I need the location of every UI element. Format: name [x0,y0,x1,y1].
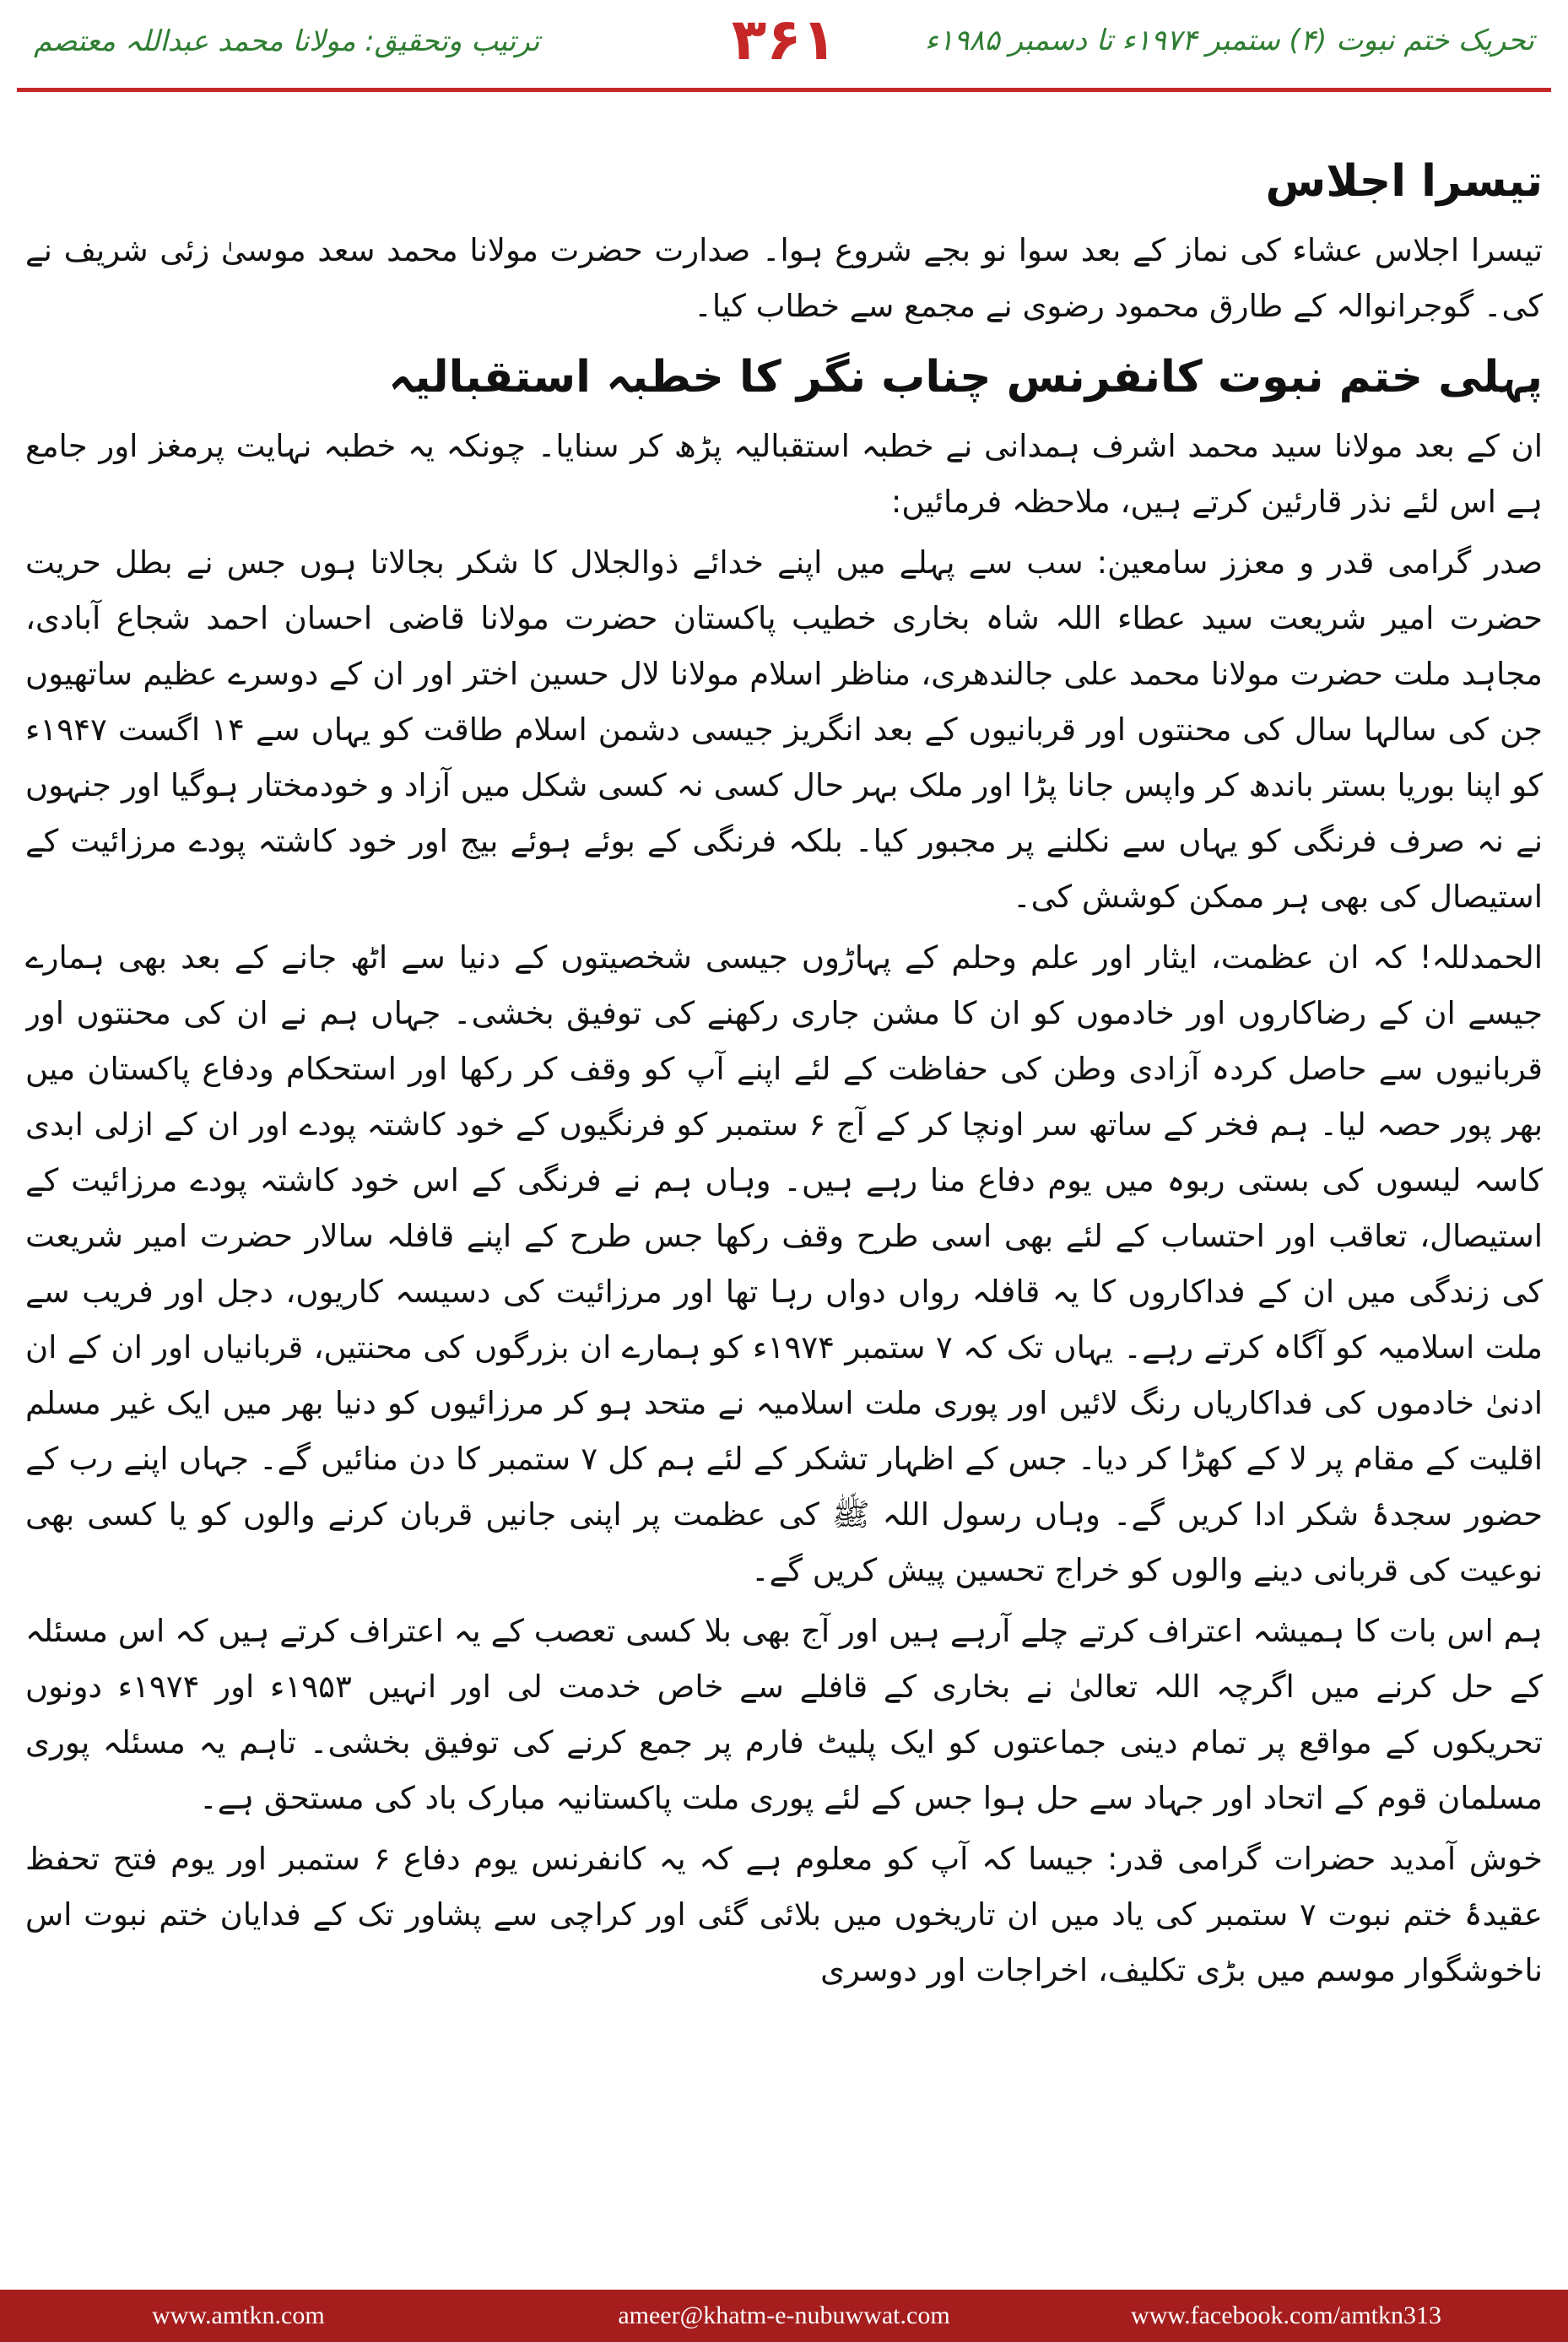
paragraph: صدر گرامی قدر و معزز سامعین: سب سے پہلے میں اپنے خدائے ذوالجلال کا شکر بجالاتا ہوں جس نے بطل حریت حضرت امیر شریعت سید عطاء اللہ شاہ بخاری خطیب پاکستان حضرت مولانا قاضی احسان احمد شجاع آبادی، مجاہد ملت حضرت مولانا محمد علی جالندھری، مناظر اسلام مولانا لال حسین اختر اور ان کے دوسرے عظیم ساتھیوں جن کی سالہا سال کی محنتوں اور قربانیوں کے بعد انگریز جیسی دشمن اسلام طاقت کو یہاں سے ۱۴ اگست ۱۹۴۷ء کو اپنا بوریا بستر باندھ کر واپس جانا پڑا اور ملک بہر حال کسی نہ کسی شکل میں آزاد و خودمختار ہوگیا اور جنہوں نے نہ صرف فرنگی کو یہاں سے نکلنے پر مجبور کیا۔ بلکہ فرنگی کے بوئے ہوئے بیج اور خود کاشتہ پودے مرزائیت کے استیصال کی بھی ہر ممکن کوشش کی۔ [25,544,1543,915]
section-heading-welcome-address: پہلی ختم نبوت کانفرنس چناب نگر کا خطبہ استقبالیہ [388,352,1543,403]
footer-email-link[interactable]: ameer@khatm-e-nubuwwat.com [618,2301,950,2329]
header-book-title: تحریک ختم نبوت (۴) ستمبر ۱۹۷۴ء تا دسمبر ۱۹۸۵ء [924,24,1534,57]
paragraph: خوش آمدید حضرات گرامی قدر: جیسا کہ آپ کو معلوم ہے کہ یہ کانفرنس یوم دفاع ۶ ستمبر اور یوم فتح تحفظ عقیدۂ ختم نبوت ۷ ستمبر کی یاد میں ان تاریخوں میں بلائی گئی اور کراچی سے پشاور تک کے فدایان ختم نبوت اس ناخوشگوار موسم میں بڑی تکلیف، اخراجات اور دوسری [25,1841,1543,1988]
page-number: ۳۶۱ [731,7,837,73]
header-divider [17,88,1551,92]
page-body [25,143,1543,2279]
header-compiler: ترتیب وتحقیق: مولانا محمد عبداللہ معتصم [34,24,540,58]
paragraph: ہم اس بات کا ہمیشہ اعتراف کرتے چلے آرہے ہیں اور آج بھی بلا کسی تعصب کے یہ اعتراف کرتے ہیں کہ اس مسئلہ کے حل کرنے میں اگرچہ اللہ تعالیٰ نے بخاری کے قافلے سے خاص خدمت لی اور انہیں ۱۹۵۳ء اور ۱۹۷۴ء دونوں تحریکوں کے مواقع پر تمام دینی جماعتوں کو ایک پلیٹ فارم پر جمع کرنے کی توفیق بخشی۔ تاہم یہ مسئلہ پوری مسلمان قوم کے اتحاد اور جہاد سے حل ہوا جس کے لئے پوری ملت پاکستانیہ مبارک باد کی مستحق ہے۔ [25,1613,1543,1816]
footer-website-link[interactable]: www.amtkn.com [152,2301,325,2329]
page-header [0,0,1568,101]
footer-facebook-link[interactable]: www.facebook.com/amtkn313 [1131,2301,1441,2329]
paragraph: الحمدللہ! کہ ان عظمت، ایثار اور علم وحلم کے پہاڑوں جیسی شخصیتوں کے دنیا سے اٹھ جانے کے بعد بھی ہمارے جیسے ان کے رضاکاروں اور خادموں کو ان کا مشن جاری رکھنے کی توفیق بخشی۔ جہاں ہم نے ان کی محنتوں اور قربانیوں سے حاصل کردہ آزادی وطن کی حفاظت کے لئے اپنے آپ کو وقف کر رکھا اور استحکام ودفاع پاکستان میں بھر پور حصہ لیا۔ ہم فخر کے ساتھ سر اونچا کر کے آج ۶ ستمبر کو فرنگیوں کے خود کاشتہ پودے اور ان کے ازلی ابدی کاسہ لیسوں کی بستی ربوہ میں یوم دفاع منا رہے ہیں۔ وہاں ہم نے فرنگی کے اس خود کاشتہ پودے مرزائیت کے استیصال، تعاقب اور احتساب کے لئے بھی اسی طرح وقف رکھا جس طرح کے اپنے قافلہ سالار حضرت امیر شریعت کی زندگی میں ان کے فداکاروں کا یہ قافلہ رواں دواں رہا تھا اور مرزائیت کی دسیسہ کاریوں، دجل اور فریب سے ملت اسلامیہ کو آگاہ کرتے رہے۔ یہاں تک کہ ۷ ستمبر ۱۹۷۴ء کو ہمارے ان بزرگوں کی محنتیں، قربانیاں اور ان کے ان ادنیٰ خادموں کی فداکاریاں رنگ لائیں اور پوری ملت اسلامیہ نے متحد ہو کر مرزائیوں کو دنیا بھر میں ایک غیر مسلم اقلیت کے مقام پر لا کے کھڑا کر دیا۔ جس کے اظہار تشکر کے لئے ہم کل ۷ ستمبر کا دن منائیں گے۔ جہاں اپنے رب کے حضور سجدۂ شکر ادا کریں گے۔ وہاں رسول اللہ ﷺ کی عظمت پر اپنی جانیں قربان کرنے والوں کو یا کسی بھی نوعیت کی قربانی دینے والوں کو خراج تحسین پیش کریں گے۔ [25,939,1543,1588]
page-footer [0,2290,1568,2342]
paragraph: ان کے بعد مولانا سید محمد اشرف ہمدانی نے خطبہ استقبالیہ پڑھ کر سنایا۔ چونکہ یہ خطبہ نہایت پرمغز اور جامع ہے اس لئے نذر قارئین کرتے ہیں، ملاحظہ فرمائیں: [25,428,1543,520]
section-heading-third-session: تیسرا اجلاس [1265,156,1543,207]
paragraph: تیسرا اجلاس عشاء کی نماز کے بعد سوا نو بجے شروع ہوا۔ صدارت حضرت مولانا محمد سعد موسیٰ زئی شریف نے کی۔ گوجرانوالہ کے طارق محمود رضوی نے مجمع سے خطاب کیا۔ [25,232,1543,324]
